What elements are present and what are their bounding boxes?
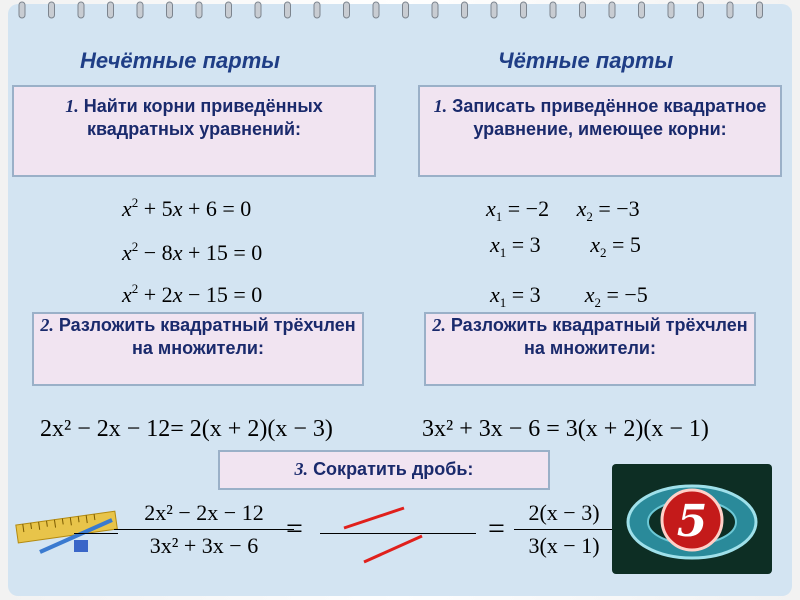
fraction-numerator: 2(x − 3)	[528, 500, 600, 525]
ruler-and-pencil-icon	[12, 500, 122, 560]
binding-ring	[19, 2, 25, 18]
factorization-lhs: 2x² − 2x − 12	[40, 416, 171, 442]
badge-digit: 5	[676, 496, 708, 547]
binding-ring	[344, 2, 350, 18]
task-text: Разложить квадратный трёхчлен на множители:	[450, 315, 748, 358]
binding-ring	[226, 2, 232, 18]
binding-ring	[698, 2, 704, 18]
binding-ring	[609, 2, 615, 18]
equation-3: $x^2 + 2x - 15 = 0$	[122, 281, 263, 307]
binding-ring	[78, 2, 84, 18]
binding-ring	[49, 2, 55, 18]
binding-ring	[580, 2, 586, 18]
binding-ring	[727, 2, 733, 18]
task-box-3	[218, 450, 550, 490]
task-text: Сократить дробь:	[313, 459, 474, 479]
factorization-rhs: = 2(x + 2)(x − 3)	[170, 416, 333, 442]
task-box-left-2	[32, 312, 364, 386]
binding-ring	[167, 2, 173, 18]
factorization-left	[40, 416, 333, 443]
task-number: 2.	[40, 315, 54, 335]
equation-2: $x^2 - 8x + 15 = 0$	[122, 239, 263, 265]
task-box-right-2	[424, 312, 756, 386]
factorization-right	[422, 416, 709, 443]
grade-five-icon	[612, 464, 772, 574]
heading-odd-desks: Нечётные парты	[80, 48, 281, 73]
binding-ring	[137, 2, 143, 18]
roots-row-2: $x_1 = 3$ $x_2 = 5$	[490, 232, 641, 260]
grade-badge	[612, 464, 772, 574]
binding-ring	[432, 2, 438, 18]
equation-1: $x^2 + 5x + 6 = 0$	[122, 195, 252, 221]
binding-ring	[196, 2, 202, 18]
task-number: 1.	[433, 96, 448, 116]
heading-even-desks: Чётные парты	[498, 48, 674, 73]
roots-row-3: $x_1 = 3$ $x_2 = -5$	[490, 282, 648, 310]
task-text: Разложить квадратный трёхчлен на множители:	[58, 315, 356, 358]
task-number: 3.	[294, 459, 309, 479]
strike-marks	[330, 500, 480, 570]
binding-ring	[403, 2, 409, 18]
factorization-rhs: = 3(x + 2)(x − 1)	[546, 416, 709, 442]
task-text: Найти корни приведённых квадратных уравнений:	[83, 96, 323, 139]
fraction-numerator: 2x² − 2x − 12	[144, 500, 264, 525]
roots-row-1: $x_1 = -2$ $x_2 = -3$	[486, 196, 640, 224]
spiral-binding	[0, 0, 800, 20]
binding-ring	[255, 2, 261, 18]
binding-ring	[521, 2, 527, 18]
equals-sign: =	[286, 512, 303, 545]
fraction-reduced	[514, 500, 614, 559]
binding-ring	[668, 2, 674, 18]
equals-sign: =	[488, 512, 505, 545]
binding-ring	[639, 2, 645, 18]
binding-ring	[285, 2, 291, 18]
fraction-bar-extension	[74, 533, 118, 534]
binding-ring	[491, 2, 497, 18]
binding-ring	[314, 2, 320, 18]
fraction-denominator: 3x² + 3x − 6	[149, 533, 259, 558]
task-text: Записать приведённое квадратное уравнение, имеющее корни:	[452, 96, 767, 139]
binding-ring	[757, 2, 763, 18]
fraction-original	[114, 500, 294, 559]
fraction-denominator: 3(x − 1)	[528, 533, 600, 558]
binding-ring	[462, 2, 468, 18]
binding-ring	[550, 2, 556, 18]
factorization-lhs: 3x² + 3x − 6	[422, 416, 541, 442]
task-box-right-1	[418, 85, 782, 177]
binding-ring	[373, 2, 379, 18]
binding-ring	[108, 2, 114, 18]
task-number: 2.	[432, 315, 446, 335]
task-number: 1.	[65, 96, 79, 116]
task-box-left-1	[12, 85, 376, 177]
